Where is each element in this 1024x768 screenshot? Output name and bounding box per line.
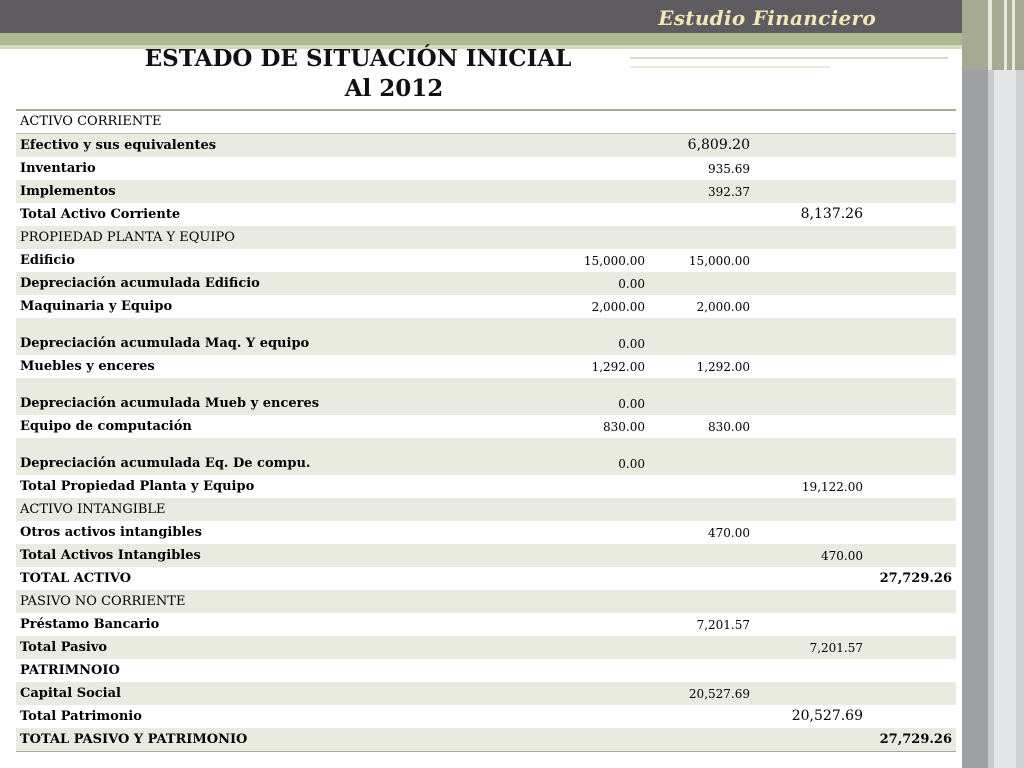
cell-value: 830.00	[708, 420, 750, 434]
table-row	[16, 272, 956, 295]
side-stripe	[1016, 0, 1024, 768]
balance-sheet-table	[16, 109, 956, 752]
row-label: Total Activo Corriente	[20, 207, 181, 222]
cell-value: 15,000.00	[688, 254, 750, 268]
table-row	[16, 111, 956, 134]
cell-value: 392.37	[708, 185, 750, 199]
cell-value: 0.00	[618, 337, 645, 351]
row-label: PATRIMNOIO	[20, 663, 120, 678]
row-label: Total Pasivo	[20, 640, 108, 655]
table-row	[16, 415, 956, 438]
table-row	[16, 567, 956, 590]
cell-value: 20,527.69	[688, 687, 750, 701]
row-label: PROPIEDAD PLANTA Y EQUIPO	[20, 230, 235, 245]
cell-value: 0.00	[618, 277, 645, 291]
corner-stripe	[1012, 0, 1015, 70]
corner-stripe	[1004, 0, 1007, 70]
table-row	[16, 249, 956, 272]
table-row	[16, 180, 956, 203]
cell-value: 470.00	[708, 526, 750, 540]
row-label: PASIVO NO CORRIENTE	[20, 594, 186, 609]
table-row	[16, 521, 956, 544]
table-row	[16, 728, 956, 752]
cell-value: 470.00	[821, 549, 863, 563]
table-row	[16, 226, 956, 249]
row-label: Edificio	[20, 253, 75, 268]
row-label: TOTAL PASIVO Y PATRIMONIO	[20, 732, 248, 747]
cell-value: 1,292.00	[591, 360, 645, 374]
cell-value: 8,137.26	[800, 206, 863, 222]
row-label: Equipo de computación	[20, 419, 192, 434]
row-label: Total Propiedad Planta y Equipo	[20, 479, 255, 494]
row-label: Capital Social	[20, 686, 121, 701]
side-stripe	[962, 0, 988, 768]
table-row	[16, 157, 956, 180]
cell-value: 27,729.26	[879, 571, 952, 586]
table-row	[16, 590, 956, 613]
table-row	[16, 498, 956, 521]
table-row	[16, 613, 956, 636]
table-row	[16, 355, 956, 378]
cell-value: 0.00	[618, 397, 645, 411]
corner-stripe	[988, 0, 992, 70]
row-label: Otros activos intangibles	[20, 525, 202, 540]
row-label: TOTAL ACTIVO	[20, 571, 132, 586]
table-row	[16, 636, 956, 659]
row-label: Total Activos Intangibles	[20, 548, 201, 563]
cell-value: 2,000.00	[696, 300, 750, 314]
row-label: Préstamo Bancario	[20, 617, 160, 632]
table-row	[16, 295, 956, 318]
row-label: Efectivo y sus equivalentes	[20, 138, 217, 153]
cell-value: 830.00	[603, 420, 645, 434]
row-label: ACTIVO INTANGIBLE	[20, 502, 166, 517]
cell-value: 15,000.00	[583, 254, 645, 268]
row-label: Maquinaria y Equipo	[20, 299, 173, 314]
cell-value: 27,729.26	[879, 732, 952, 747]
row-label: Depreciación acumulada Mueb y enceres	[20, 396, 320, 411]
cell-value: 19,122.00	[801, 480, 863, 494]
table-row	[16, 544, 956, 567]
table-row	[16, 318, 956, 355]
cell-value: 20,527.69	[791, 708, 863, 724]
table-row	[16, 134, 956, 157]
row-label: Inventario	[20, 161, 96, 176]
side-stripe	[994, 0, 1016, 768]
row-label: Depreciación acumulada Eq. De compu.	[20, 456, 311, 471]
row-label: Implementos	[20, 184, 116, 199]
cell-value: 6,809.20	[687, 137, 750, 153]
cell-value: 2,000.00	[591, 300, 645, 314]
title-line-2: Al 2012	[344, 75, 444, 102]
table-row	[16, 203, 956, 226]
cell-value: 7,201.57	[696, 618, 750, 632]
cell-value: 935.69	[708, 162, 750, 176]
brand-title: Estudio Financiero	[658, 6, 876, 30]
table-row	[16, 438, 956, 475]
table-row	[16, 682, 956, 705]
cell-value: 1,292.00	[696, 360, 750, 374]
page-title	[144, 44, 730, 104]
table-row	[16, 705, 956, 728]
title-line-1: ESTADO DE SITUACIÓN INICIAL	[144, 45, 572, 72]
row-label: ACTIVO CORRIENTE	[20, 114, 162, 129]
cell-value: 7,201.57	[809, 641, 863, 655]
row-label: Depreciación acumulada Edificio	[20, 276, 260, 291]
table-row	[16, 378, 956, 415]
cell-value: 0.00	[618, 457, 645, 471]
table-row	[16, 475, 956, 498]
row-label: Depreciación acumulada Maq. Y equipo	[20, 336, 310, 351]
table-row	[16, 659, 956, 682]
row-label: Muebles y enceres	[20, 359, 155, 374]
row-label: Total Patrimonio	[20, 709, 142, 724]
